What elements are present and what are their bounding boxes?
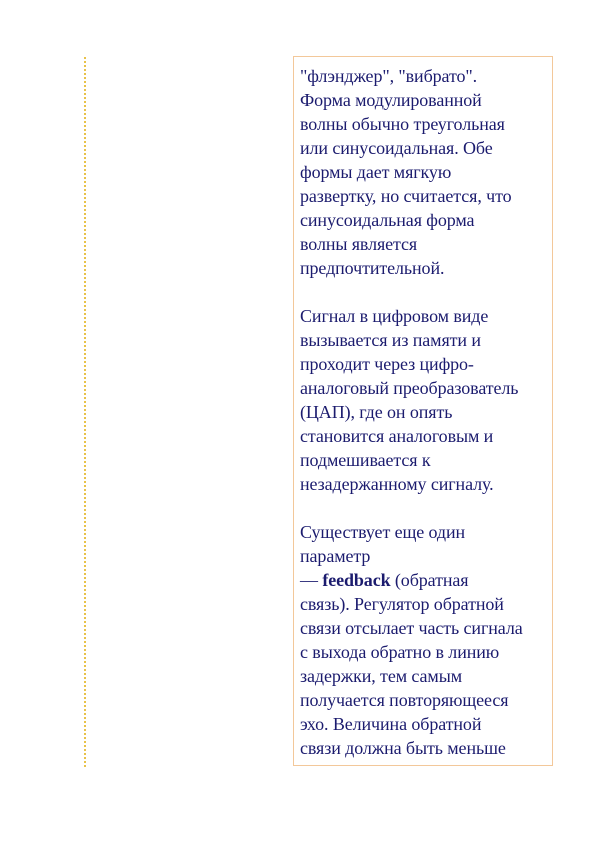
paragraph-feedback [300,520,548,760]
text-line: формы дает мягкую [300,162,452,182]
paragraph-waveform [300,64,548,280]
feedback-translation: (обратная [390,570,469,590]
text-line: эхо. Величина обратной [300,714,482,734]
text-line: становится аналоговым и [300,426,494,446]
text-line: связь). Регулятор обратной [300,594,504,614]
left-margin-dotted-rule [84,57,86,767]
text-line: предпочтительной. [300,258,445,278]
text-line: синусоидальная форма [300,210,475,230]
text-line: или синусоидальная. Обе [300,138,493,158]
text-line: развертку, но считается, что [300,186,512,206]
text-line: вызывается из памяти и [300,330,481,350]
text-line: связи должна быть меньше [300,738,506,758]
text-line: Существует еще один [300,522,466,542]
text-line: параметр [300,546,371,566]
text-line: волны обычно треугольная [300,114,505,134]
text-line: аналоговый преобразователь [300,378,519,398]
text-line: проходит через цифро- [300,354,474,374]
feedback-term: feedback [322,570,391,590]
text-line-feedback [300,568,548,592]
text-line: "флэнджер", "вибрато". [300,66,478,86]
dash-prefix: — [300,570,323,590]
paragraph-dac [300,304,548,496]
text-line: Форма модулированной [300,90,482,110]
text-line: незадержанному сигналу. [300,474,494,494]
text-line: задержки, тем самым [300,666,462,686]
text-line: Сигнал в цифровом виде [300,306,489,326]
text-line: связи отсылает часть сигнала [300,618,523,638]
text-line: волны является [300,234,418,254]
text-line: получается повторяющееся [300,690,509,710]
text-column-frame [293,56,553,766]
text-line: с выхода обратно в линию [300,642,500,662]
text-line: подмешивается к [300,450,431,470]
text-line: (ЦАП), где он опять [300,402,453,422]
